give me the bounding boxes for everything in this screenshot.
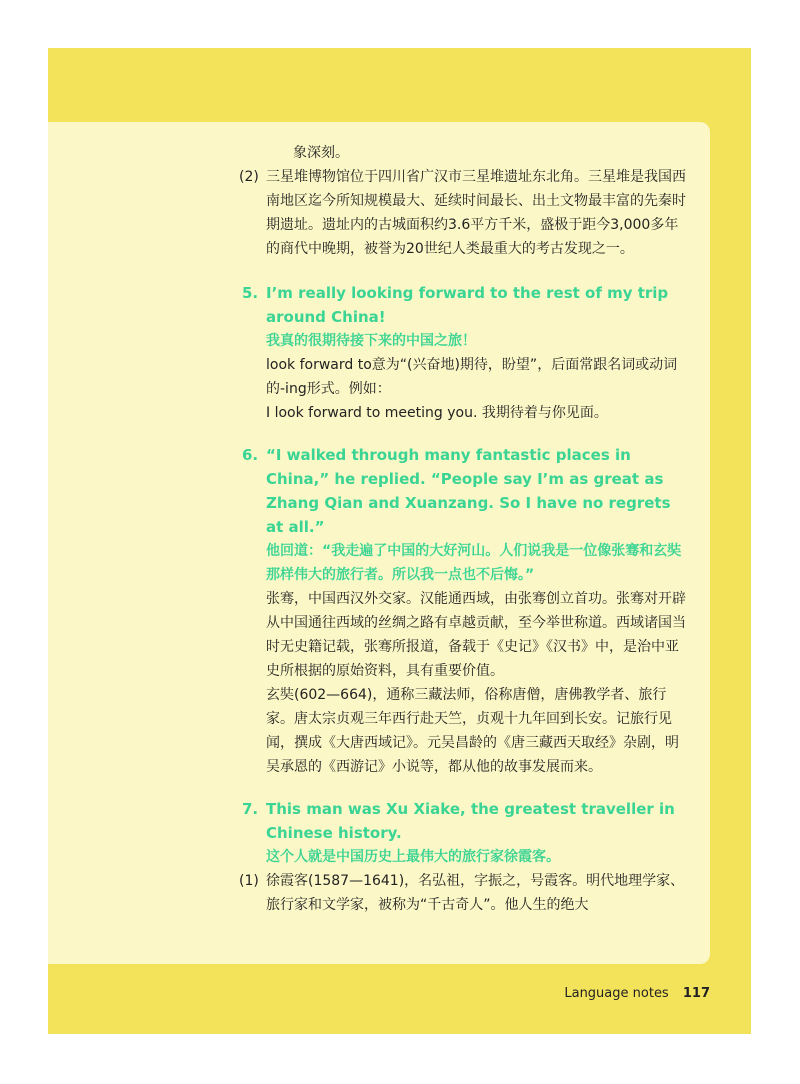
language-notes-column	[239, 141, 686, 917]
note-7	[239, 797, 686, 917]
note-number: 7.	[242, 800, 259, 818]
page-number: 117	[682, 986, 710, 1001]
section-label: Language notes	[564, 986, 669, 1001]
sub-item-number: (1)	[239, 873, 259, 889]
note-explanation-xuanzang: 玄奘(602—664)，通称三藏法师，俗称唐僧，唐佛教学者、旅行家。唐太宗贞观三年西行赴天竺，贞观十九年回到长安。记旅行见闻，撰成《大唐西域记》。元吴昌龄的《唐三藏西天取经》杂剧，明吴承恩的《西游记》小说等，都从他的故事发展而来。	[266, 687, 679, 775]
sub-item-number: (2)	[239, 169, 259, 185]
note-explanation-zhang-qian: 张骞，中国西汉外交家。汉能通西域，由张骞创立首功。张骞对开辟从中国通往西域的丝绸之路有卓越贡献，至今举世称道。西域诸国当时无史籍记载，张骞所报道，备载于《史记》《汉书》中，是治中亚史所根据的原始资料，具有重要价值。	[266, 591, 686, 679]
note-english-heading: “I walked through many fantastic places in China,” he replied. “People say I’m as great as Zhang Qian and Xuanzang. So I have no regrets at all.”	[266, 446, 671, 536]
page-footer	[564, 986, 710, 1001]
sub-item-2	[239, 165, 686, 261]
sub-item-1	[239, 869, 686, 917]
sub-item-text: 三星堆博物馆位于四川省广汉市三星堆遗址东北角。三星堆是我国西南地区迄今所知规模最大、延续时间最长、出土文物最丰富的先秦时期遗址。遗址内的古城面积约3.6平方千米，盛极于距今3,000多年的商代中晚期，被誉为20世纪人类最重大的考古发现之一。	[266, 169, 686, 257]
note-english-heading: This man was Xu Xiake, the greatest traveller in Chinese history.	[266, 800, 675, 842]
continued-text: 象深刻。	[293, 145, 349, 161]
note-explanation: look forward to意为“(兴奋地)期待，盼望”，后面常跟名词或动词的-ing形式。例如：	[266, 357, 678, 397]
note-chinese-heading: 我真的很期待接下来的中国之旅！	[266, 333, 476, 349]
note-6	[242, 443, 686, 779]
note-number: 6.	[242, 446, 259, 464]
note-number: 5.	[242, 284, 259, 302]
note-example: I look forward to meeting you. 我期待着与你见面。	[266, 405, 608, 421]
sub-item-text: 徐霞客(1587—1641)，名弘祖，字振之，号霞客。明代地理学家、旅行家和文学家，被称为“千古奇人”。他人生的绝大	[266, 873, 685, 913]
note-english-heading: I’m really looking forward to the rest of my trip around China!	[266, 284, 669, 326]
note-5	[242, 281, 686, 425]
note-chinese-heading: 他回道：“我走遍了中国的大好河山。人们说我是一位像张骞和玄奘那样伟大的旅行者。所以我一点也不后悔。”	[266, 543, 682, 583]
note-chinese-heading: 这个人就是中国历史上最伟大的旅行家徐霞客。	[266, 849, 560, 865]
